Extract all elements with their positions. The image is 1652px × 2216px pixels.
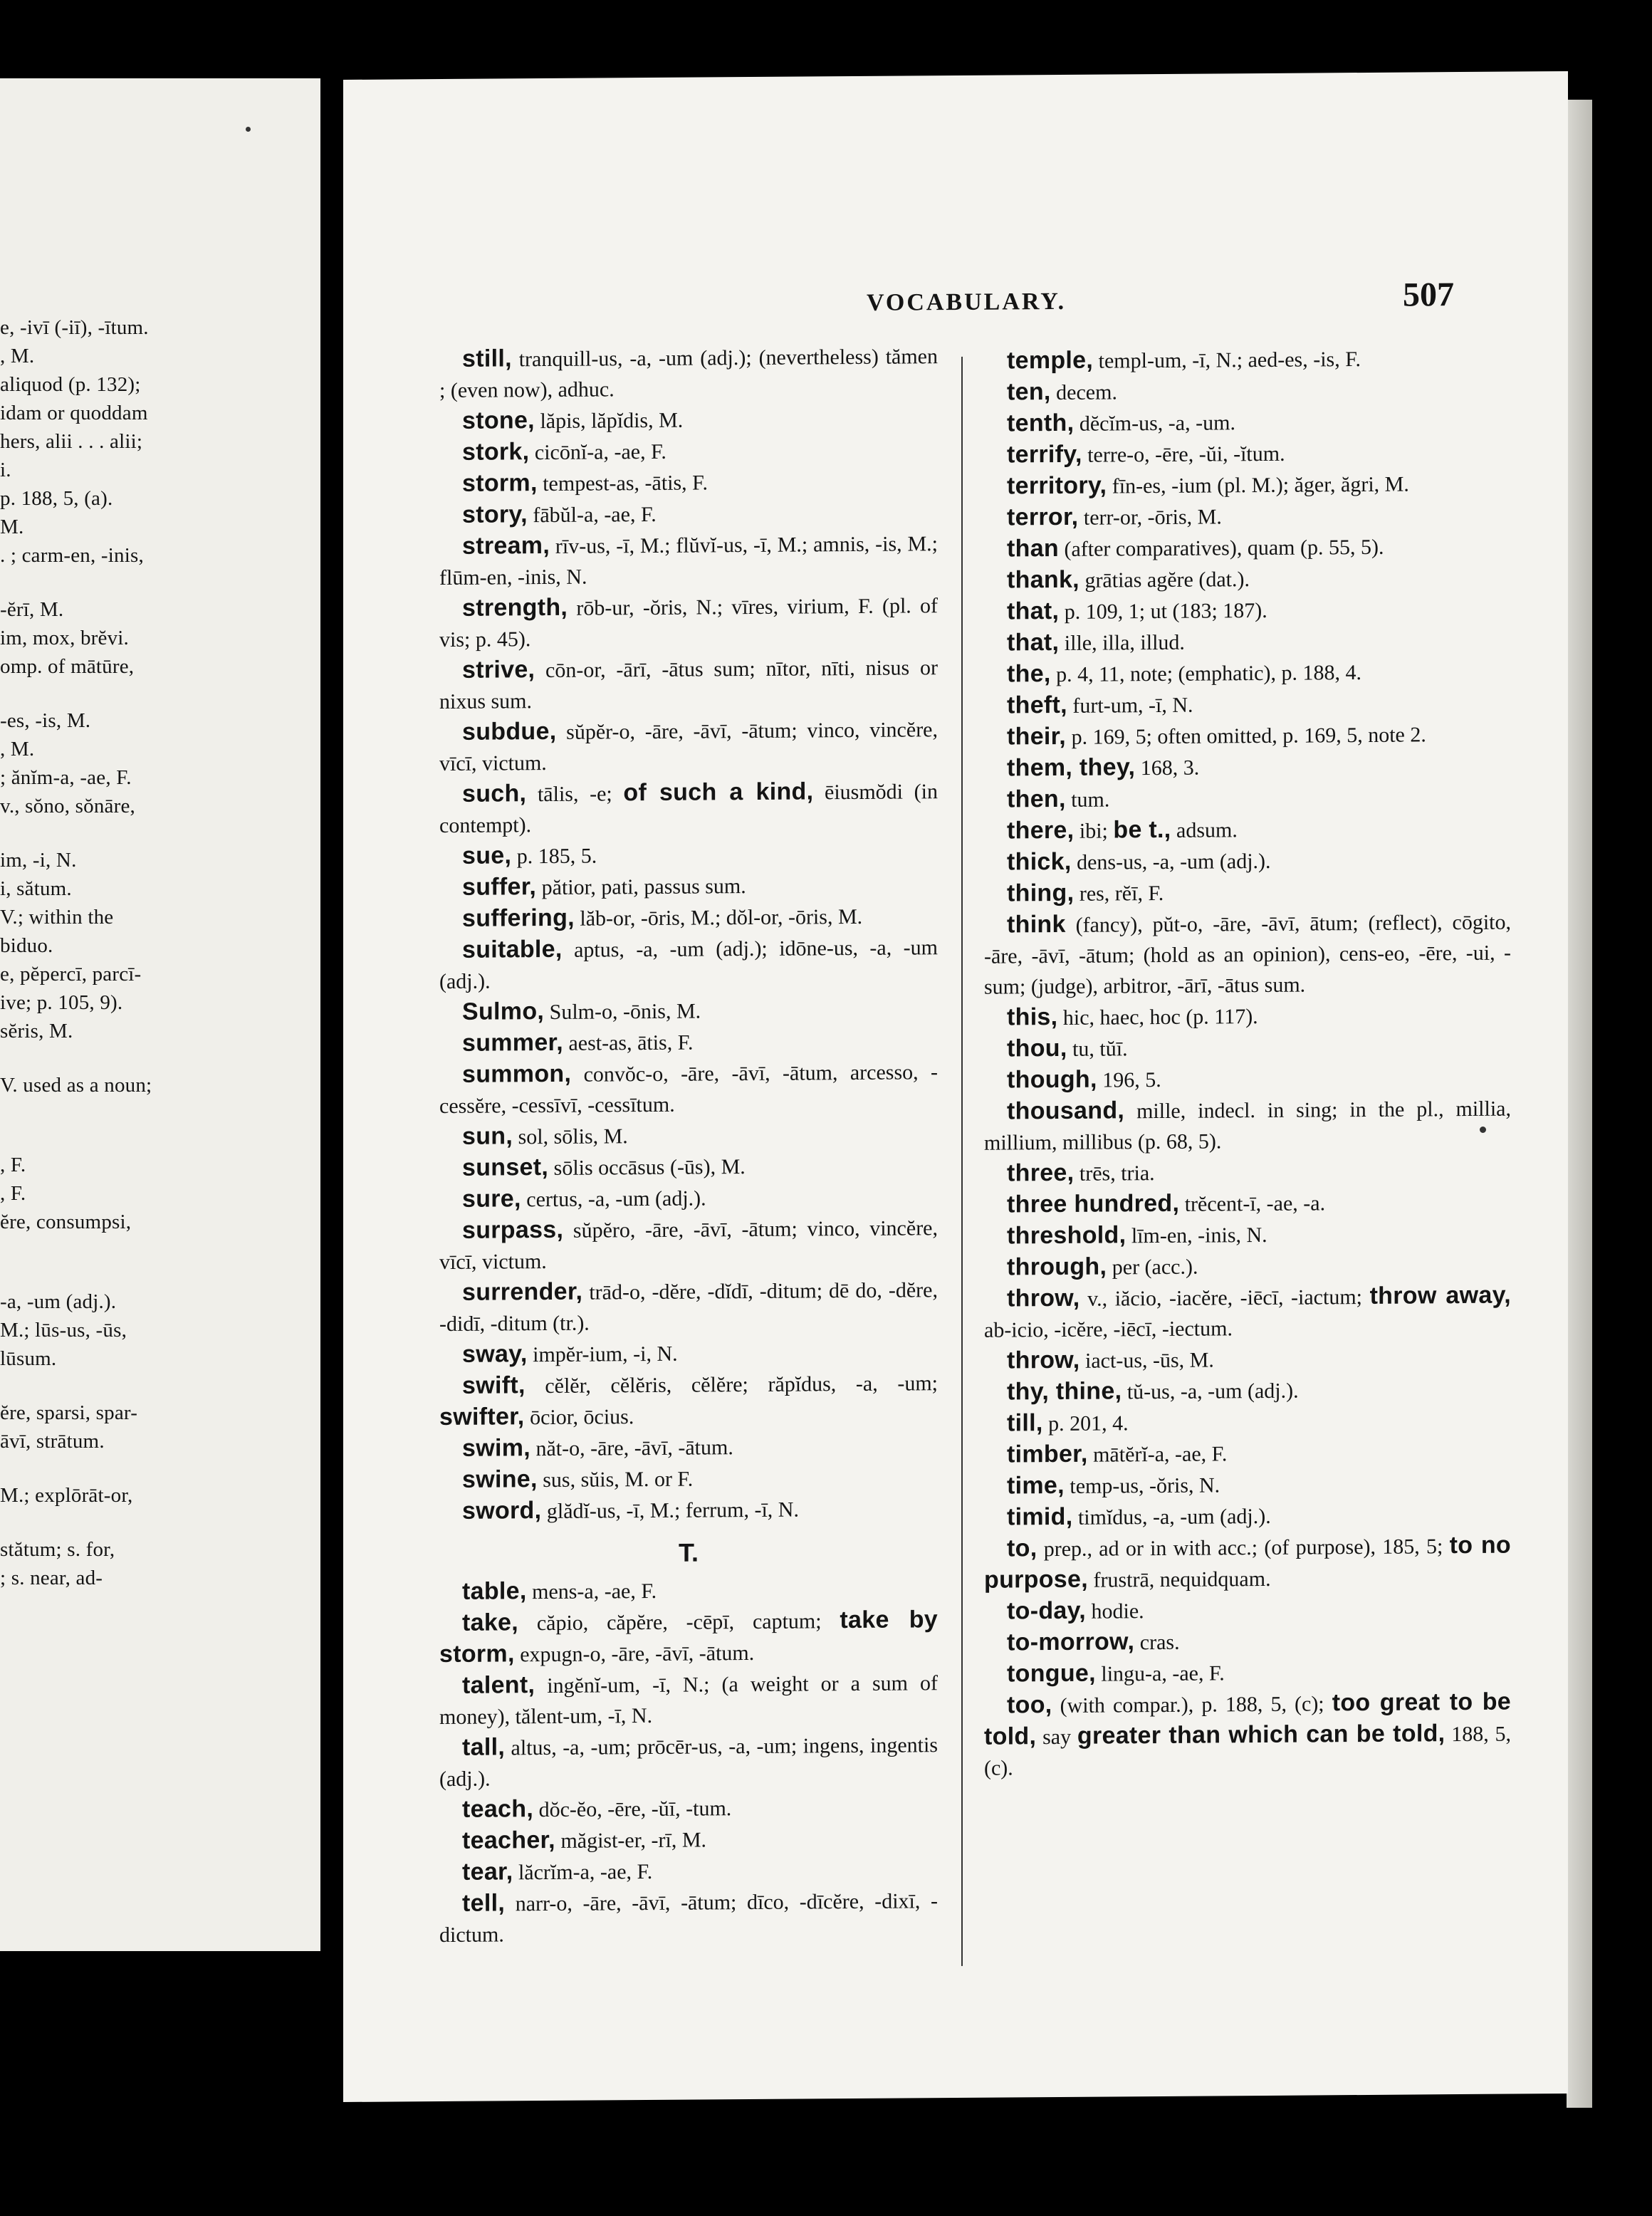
definition: cicōnĭ-a, -ae, F.	[529, 439, 666, 465]
left-page-line: e, -ivī (-iī), -ītum.	[0, 316, 149, 339]
vocab-entry	[984, 718, 1511, 753]
definition: hodie.	[1086, 1599, 1144, 1624]
definition: res, rĕī, F.	[1074, 881, 1164, 906]
vocab-entry	[984, 374, 1511, 409]
left-page	[0, 78, 320, 1951]
entries-t	[439, 1573, 938, 1950]
definition: dŏc-ĕo, -ēre, -ŭī, -tum.	[533, 1797, 732, 1822]
definition: dĕcĭm-us, -a, -um.	[1074, 411, 1235, 436]
definition: aest-as, ātis, F.	[563, 1030, 694, 1055]
definition: prep., ad or in with acc.; (of purpose), 185, 5;	[1037, 1535, 1450, 1562]
headword: temple,	[1007, 346, 1094, 375]
definition: trĕcent-ī, -ae, -a.	[1179, 1191, 1326, 1216]
left-page-line: sĕris, M.	[0, 1020, 73, 1042]
headword: threshold,	[1007, 1221, 1126, 1250]
headword: till,	[1007, 1409, 1043, 1437]
headword: teach,	[462, 1795, 534, 1823]
headword: swine,	[462, 1465, 538, 1493]
definition: ēiusmŏdi (in contempt).	[439, 780, 938, 838]
headword: territory,	[1007, 471, 1107, 500]
vocab-entry	[984, 1030, 1511, 1065]
vocab-entry	[984, 1624, 1511, 1659]
speck	[246, 127, 251, 132]
headword: think	[1007, 910, 1066, 939]
left-page-line: M.; lūs-us, -ūs,	[0, 1319, 127, 1342]
left-page-line: p. 188, 5, (a).	[0, 487, 113, 510]
definition: lingu-a, -ae, F.	[1095, 1661, 1225, 1686]
left-page-line: , F.	[0, 1154, 26, 1176]
vocab-entry	[439, 496, 938, 531]
headword: swim,	[462, 1434, 530, 1462]
left-page-line: biduo.	[0, 934, 53, 957]
headword: thousand,	[1007, 1097, 1125, 1125]
vocab-entry	[984, 1374, 1511, 1408]
headword: throw,	[1007, 1284, 1080, 1312]
vocab-entry	[984, 343, 1511, 377]
definition: p. 109, 1; ut (183; 187).	[1059, 598, 1267, 624]
vocab-entry	[984, 593, 1511, 628]
definition: certus, -a, -um (adj.).	[521, 1186, 706, 1212]
left-page-line: -ĕrī, M.	[0, 598, 64, 621]
vocab-entry	[984, 1093, 1511, 1159]
definition: tum.	[1065, 788, 1110, 812]
headword: suffering,	[462, 904, 575, 932]
headword: throw away,	[1369, 1281, 1511, 1310]
vocab-entry	[439, 775, 938, 841]
left-page-line: i.	[0, 459, 11, 481]
headword: summer,	[462, 1028, 563, 1057]
vocab-entry	[439, 1025, 938, 1060]
definition: tranquill-us, -a, -um (adj.); (nevertheless) tămen ; (even now), adhuc.	[439, 345, 938, 403]
left-page-line	[0, 1262, 313, 1287]
definition: aptus, -a, -um (adj.); idōne-us, -a, -um (adj.).	[439, 936, 938, 994]
definition: templ-um, -ī, N.; aed-es, -is, F.	[1093, 347, 1361, 373]
headword: sway,	[462, 1340, 528, 1368]
vocab-entry	[439, 1149, 938, 1184]
definition: ingĕnĭ-um, -ī, N.; (a weight or a sum of money), tălent-um, -ī, N.	[439, 1671, 938, 1730]
definition: p. 185, 5.	[511, 844, 597, 869]
headword: thick,	[1007, 847, 1072, 876]
section-letter: T.	[678, 1537, 699, 1567]
definition: trād-o, -dĕre, -dĭdī, -ditum; dē do, -dĕre, -didī, -ditum (tr.).	[439, 1278, 938, 1337]
definition: expugn-o, -āre, -āvī, -ātum.	[514, 1641, 755, 1667]
headword: be t.,	[1113, 815, 1171, 844]
definition: sol, sōlis, M.	[513, 1124, 628, 1149]
definition: fābŭl-a, -ae, F.	[527, 502, 657, 528]
definition: līm-en, -inis, N.	[1126, 1223, 1267, 1248]
left-page-line: ive; p. 105, 9).	[0, 991, 123, 1014]
headword: thou,	[1007, 1034, 1067, 1062]
headword: that,	[1007, 597, 1060, 625]
vocab-entry	[439, 1461, 938, 1496]
headword: to-morrow,	[1007, 1628, 1135, 1656]
vocab-entry	[439, 528, 938, 593]
vocab-entry	[439, 993, 938, 1028]
vocab-entry	[439, 1181, 938, 1216]
headword: there,	[1007, 816, 1075, 845]
left-page-line: i, sătum.	[0, 877, 72, 900]
headword: terror,	[1007, 503, 1079, 531]
left-page-line	[0, 1510, 313, 1535]
definition: 188, 5, (c).	[984, 1722, 1512, 1780]
vocab-entry	[439, 590, 938, 655]
headword: tongue,	[1007, 1659, 1096, 1688]
vocab-entry	[984, 499, 1511, 534]
headword: that,	[1007, 628, 1060, 657]
vocab-entry	[439, 434, 938, 469]
headword: tall,	[462, 1733, 506, 1761]
vocab-entry	[984, 531, 1511, 565]
definition: rōb-ur, -ŏris, N.; vīres, virium, F. (pl. of vis; p. 45).	[439, 594, 938, 652]
vocab-entry	[439, 931, 938, 997]
vocab-entry	[439, 1367, 938, 1433]
headword: terrify,	[1007, 440, 1082, 469]
headword: surrender,	[462, 1277, 583, 1306]
vocab-entry	[984, 437, 1511, 471]
headword: stork,	[462, 438, 530, 466]
vocab-entry	[984, 1593, 1511, 1628]
left-page-line: -es, -is, M.	[0, 709, 91, 732]
headword: suffer,	[462, 873, 537, 901]
vocab-entry	[439, 465, 938, 500]
definition: Sulm-o, -ōnis, M.	[544, 999, 701, 1025]
definition: tŭ-us, -a, -um (adj.).	[1122, 1379, 1299, 1404]
left-page-line: lūsum.	[0, 1347, 57, 1370]
headword: timber,	[1007, 1440, 1088, 1468]
definition: sŭpĕr-o, -āre, -āvī, -ātum; vinco, vincĕre, vīcī, victum.	[439, 718, 938, 776]
definition: pătior, pati, passus sum.	[536, 874, 746, 900]
left-page-line	[0, 1125, 313, 1151]
headword: thy, thine,	[1007, 1377, 1122, 1406]
definition: v., iăcio, -iacĕre, -iēcī, -iactum;	[1079, 1285, 1370, 1311]
column-rule	[961, 357, 963, 1966]
vocab-entry	[439, 652, 938, 717]
vocab-entry	[439, 1822, 938, 1857]
vocab-entry	[984, 1062, 1511, 1097]
vocab-entry	[984, 468, 1511, 503]
left-page-line: , M.	[0, 738, 35, 761]
headword: thank,	[1007, 565, 1079, 594]
definition: tu, tŭī.	[1067, 1037, 1128, 1061]
definition: hic, haec, hoc (p. 117).	[1057, 1005, 1258, 1030]
vocab-entry	[439, 1573, 938, 1608]
headword: theft,	[1007, 691, 1067, 719]
left-page-line: im, -i, N.	[0, 849, 77, 872]
running-head: VOCABULARY.	[867, 288, 1067, 316]
definition: adsum.	[1171, 818, 1238, 842]
vocab-entry	[439, 1667, 938, 1732]
vocab-entry	[984, 875, 1511, 910]
definition: năt-o, -āre, -āvī, -ātum.	[530, 1436, 733, 1461]
headword: throw,	[1007, 1346, 1080, 1374]
headword: strength,	[462, 593, 568, 622]
left-page-line: ; s. near, ad-	[0, 1567, 103, 1589]
headword: the,	[1007, 660, 1051, 688]
definition: tempest-as, -ātis, F.	[537, 471, 708, 496]
definition: ōcior, ōcius.	[524, 1405, 634, 1430]
definition: ille, illa, illud.	[1059, 630, 1185, 655]
headword: though,	[1007, 1065, 1097, 1094]
headword: time,	[1007, 1471, 1065, 1500]
headword: surpass,	[462, 1216, 564, 1244]
vocab-entry	[439, 869, 938, 904]
definition: lăb-or, -ōris, M.; dŏl-or, -ōris, M.	[574, 904, 863, 931]
vocab-entry	[984, 999, 1511, 1034]
definition: furt-um, -ī, N.	[1067, 693, 1193, 718]
definition: cras.	[1134, 1630, 1180, 1655]
headword: sword,	[462, 1497, 542, 1525]
definition: ab-icio, -icĕre, -iēcī, -iectum.	[984, 1317, 1233, 1342]
definition: lăpis, lăpĭdis, M.	[534, 408, 684, 434]
page-edge	[1567, 100, 1592, 2108]
left-page-line: stătum; s. for,	[0, 1538, 115, 1561]
vocab-entry	[439, 402, 938, 437]
left-page-line	[0, 1045, 313, 1071]
headword: strive,	[462, 656, 535, 684]
left-page-line: . ; carm-en, -inis,	[0, 544, 144, 567]
headword: sue,	[462, 842, 512, 869]
vocab-entry	[439, 340, 938, 406]
left-page-line	[0, 820, 313, 846]
vocab-entry	[984, 1186, 1511, 1221]
headword: three hundred,	[1007, 1189, 1180, 1218]
headword: Sulmo,	[462, 998, 545, 1025]
definition: terr-or, -ōris, M.	[1078, 505, 1222, 530]
definition: frustrā, nequidquam.	[1087, 1567, 1271, 1592]
definition: tālis, -e;	[526, 782, 624, 807]
headword: swifter,	[439, 1403, 525, 1431]
definition: narr-o, -āre, -āvī, -ātum; dīco, -dīcĕre, -dixī, -dictum.	[439, 1889, 938, 1948]
left-page-line: aliquod (p. 132);	[0, 373, 141, 396]
headword: swift,	[462, 1371, 526, 1399]
vocab-entry	[984, 1405, 1511, 1440]
headword: stone,	[462, 407, 535, 434]
definition: p. 201, 4.	[1042, 1411, 1129, 1436]
definition: decem.	[1050, 380, 1117, 405]
definition: say	[1036, 1725, 1077, 1750]
left-page-line: v., sŏno, sŏnāre,	[0, 795, 135, 817]
vocab-entry	[439, 900, 938, 935]
definition: 168, 3.	[1135, 756, 1200, 780]
vocab-entry	[984, 906, 1511, 1003]
vocab-entry	[439, 1854, 938, 1888]
vocab-entry	[439, 1274, 938, 1339]
definition: p. 4, 11, note; (emphatic), p. 188, 4.	[1050, 661, 1361, 687]
headword: than	[1007, 534, 1059, 563]
definition: timĭdus, -a, -um (adj.).	[1072, 1504, 1271, 1530]
left-page-line: V. used as a noun;	[0, 1074, 152, 1097]
headword: greater than which can be told,	[1077, 1720, 1446, 1750]
right-column	[984, 343, 1511, 1784]
headword: tenth,	[1007, 409, 1075, 437]
headword: their,	[1007, 722, 1067, 751]
definition: (with compar.), p. 188, 5, (c);	[1052, 1692, 1332, 1718]
headword: still,	[462, 345, 512, 372]
definition: terre-o, -ēre, -ŭi, -ĭtum.	[1082, 441, 1285, 467]
vocab-entry	[439, 1604, 938, 1671]
headword: storm,	[462, 469, 538, 497]
definition: trēs, tria.	[1074, 1161, 1155, 1186]
definition: fīn-es, -ium (pl. M.); ăger, ăgri, M.	[1107, 472, 1409, 498]
headword: to no purpose,	[984, 1531, 1511, 1594]
vocab-entry	[984, 1687, 1511, 1784]
left-page-line: e, pĕpercī, parcī-	[0, 963, 142, 986]
definition: sŭpĕro, -āre, -āvī, -ātum; vinco, vincĕre, vīcī, victum.	[439, 1216, 938, 1275]
vocab-entry	[984, 781, 1511, 816]
vocab-entry	[984, 1530, 1511, 1596]
definition: 196, 5.	[1097, 1067, 1161, 1092]
vocab-entry	[439, 1212, 938, 1277]
headword: talent,	[462, 1671, 535, 1699]
headword: tell,	[462, 1889, 506, 1917]
left-page-line: M.; explōrāt-or,	[0, 1484, 133, 1507]
left-page-line: V.; within the	[0, 906, 114, 929]
left-page-line	[0, 681, 313, 706]
headword: this,	[1007, 1003, 1058, 1031]
vocab-entry	[984, 750, 1511, 785]
left-page-line	[0, 1373, 313, 1399]
headword: stream,	[462, 531, 550, 560]
vocab-entry	[984, 1280, 1511, 1346]
definition: căpio, căpĕre, -cēpī, captum;	[518, 1609, 840, 1636]
headword: ten,	[1007, 378, 1051, 406]
page-number: 507	[1403, 276, 1454, 314]
vocab-entry	[984, 1436, 1511, 1471]
headword: then,	[1007, 785, 1066, 813]
left-page-line: āvī, strātum.	[0, 1430, 105, 1453]
headword: take by storm,	[439, 1606, 938, 1668]
headword: summon,	[462, 1060, 572, 1088]
vocab-entry	[439, 837, 938, 872]
vocab-entry	[984, 1468, 1511, 1502]
vocab-entry	[439, 1791, 938, 1826]
left-page-line	[0, 1099, 313, 1125]
headword: sun,	[462, 1122, 513, 1150]
definition: convŏc-o, -āre, -āvī, -ātum, arcesso, -cessĕre, -cessīvī, -cessītum.	[439, 1060, 938, 1119]
entries-right	[984, 343, 1511, 1784]
headword: suitable,	[462, 935, 563, 963]
headword: them, they,	[1007, 753, 1136, 782]
definition: rīv-us, -ī, M.; flŭvĭ-us, -ī, M.; amnis, -is, M.; flūm-en, -inis, N.	[439, 532, 938, 590]
headword: thing,	[1007, 879, 1075, 907]
vocab-entry	[439, 1493, 938, 1527]
vocab-entry	[984, 624, 1511, 659]
vocab-entry	[984, 687, 1511, 722]
vocab-entry	[984, 1499, 1511, 1534]
left-page-text	[0, 313, 313, 1592]
vocab-entry	[984, 1342, 1511, 1377]
definition: (after comparatives), quam (p. 55, 5).	[1058, 535, 1384, 561]
vocab-entry	[984, 844, 1511, 879]
left-page-line: omp. of mātūre,	[0, 655, 135, 678]
definition: dens-us, -a, -um (adj.).	[1071, 849, 1271, 874]
headword: table,	[462, 1577, 527, 1605]
definition: altus, -a, -um; prōcēr-us, -a, -um; ingens, ingentis (adj.).	[439, 1733, 938, 1792]
vocab-entry	[439, 1336, 938, 1371]
definition: mens-a, -ae, F.	[526, 1579, 657, 1604]
vocab-entry	[439, 714, 938, 779]
left-page-line: M.	[0, 516, 24, 538]
vocab-entry	[984, 656, 1511, 691]
headword: too,	[1007, 1691, 1052, 1719]
headword: through,	[1007, 1253, 1107, 1281]
headword: such,	[462, 780, 527, 808]
left-page-line: ; ănĭm-a, -ae, F.	[0, 766, 132, 789]
definition: (fancy), pŭt-o, -āre, -āvī, ātum; (reflect), cōgito, -āre, -āvī, -ātum; (hold as an opinion), cens-eo, -ēre, -ui, -sum; (judge), arbitror, -ārī, -ātus sum.	[984, 910, 1511, 999]
right-page	[343, 71, 1568, 2102]
headword: sure,	[462, 1185, 521, 1213]
vocab-entry	[984, 1249, 1511, 1284]
headword: to,	[1007, 1535, 1037, 1562]
left-page-line	[0, 1236, 313, 1262]
definition: ibi;	[1074, 819, 1114, 843]
vocab-entry	[439, 1430, 938, 1465]
definition: cĕlĕr, cĕlĕris, cĕlĕre; răpĭdus, -a, -um;	[525, 1371, 938, 1399]
definition: per (acc.).	[1107, 1255, 1198, 1280]
definition: mille, indecl. in sing; in the pl., millia, millium, millibus (p. 68, 5).	[984, 1097, 1511, 1155]
definition: cōn-or, -ārī, -ātus sum; nītor, nīti, nisus or nixus sum.	[439, 656, 938, 714]
speck	[1480, 1127, 1486, 1133]
left-page-line: ĕre, consumpsi,	[0, 1211, 132, 1233]
definition: iact-us, -ūs, M.	[1079, 1348, 1214, 1373]
entries-s	[439, 340, 938, 1527]
vocab-entry	[984, 812, 1511, 847]
headword: story,	[462, 501, 528, 528]
left-page-line: ĕre, sparsi, spar-	[0, 1401, 138, 1424]
left-page-line: hers, alii . . . alii;	[0, 430, 143, 453]
headword: timid,	[1007, 1502, 1073, 1531]
definition: impĕr-ium, -i, N.	[527, 1342, 678, 1367]
vocab-entry	[984, 1656, 1511, 1690]
headword: sunset,	[462, 1153, 549, 1181]
left-column	[439, 340, 938, 1950]
vocab-entry	[984, 1155, 1511, 1190]
definition: glădĭ-us, -ī, M.; ferrum, -ī, N.	[541, 1498, 799, 1524]
headword: to-day,	[1007, 1596, 1087, 1625]
vocab-entry	[984, 1218, 1511, 1253]
vocab-entry	[439, 1056, 938, 1122]
left-page-line	[0, 1455, 313, 1481]
left-page-line: idam or quoddam	[0, 402, 148, 424]
headword: take,	[462, 1609, 518, 1636]
left-page-line: im, mox, brĕvi.	[0, 627, 130, 649]
left-page-line	[0, 570, 313, 595]
headword: tear,	[462, 1858, 513, 1886]
left-page-line: , F.	[0, 1182, 26, 1205]
vocab-entry	[984, 405, 1511, 440]
vocab-entry	[439, 1729, 938, 1794]
definition: temp-us, -ŏris, N.	[1064, 1473, 1220, 1498]
definition: p. 169, 5; often omitted, p. 169, 5, note 2.	[1066, 723, 1426, 749]
definition: sus, sŭis, M. or F.	[537, 1467, 694, 1493]
vocab-entry	[984, 562, 1511, 597]
headword: three,	[1007, 1159, 1075, 1187]
headword: too great to be told,	[984, 1688, 1511, 1750]
definition: grātias agĕre (dat.).	[1079, 568, 1250, 592]
definition: lăcrĭm-a, -ae, F.	[513, 1859, 653, 1885]
definition: sōlis occāsus (-ūs), M.	[548, 1155, 746, 1180]
left-page-line: -a, -um (adj.).	[0, 1290, 117, 1313]
definition: mātĕrĭ-a, -ae, F.	[1087, 1442, 1228, 1467]
left-page-line: , M.	[0, 345, 35, 367]
vocab-entry	[439, 1118, 938, 1153]
headword: teacher,	[462, 1826, 555, 1854]
vocab-entry	[439, 1885, 938, 1950]
headword: of such a kind,	[623, 778, 814, 807]
definition: măgist-er, -rī, M.	[555, 1828, 707, 1853]
headword: subdue,	[462, 717, 557, 746]
